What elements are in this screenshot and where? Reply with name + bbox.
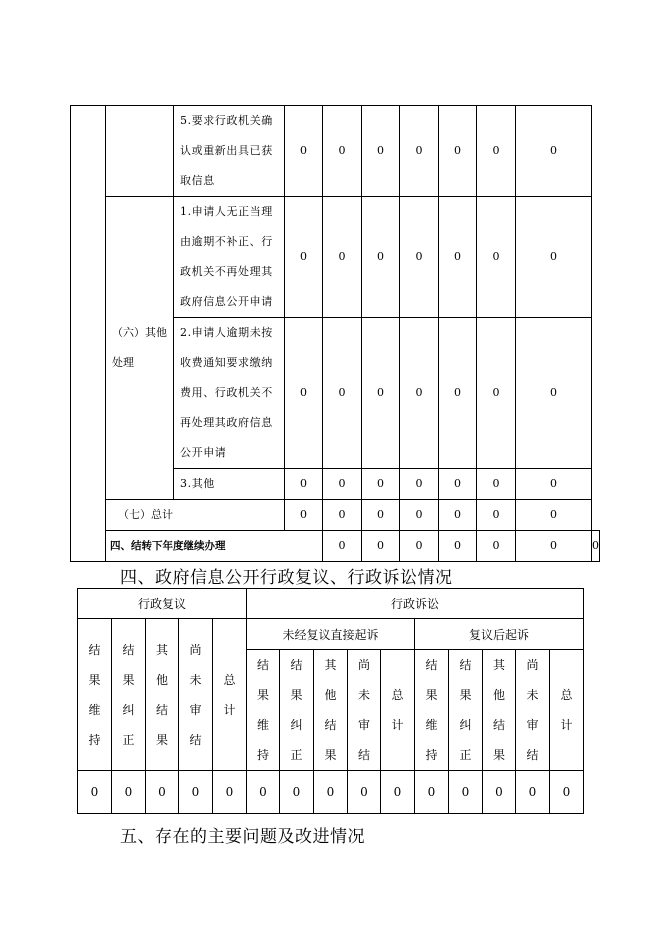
row-item-label: 5.要求行政机关确认或重新出具已获取信息 xyxy=(174,106,285,197)
value-cell: 0 xyxy=(439,318,477,469)
value-cell: 0 xyxy=(516,469,592,500)
after-review-header: 复议后起诉 xyxy=(415,619,584,650)
value-cell: 0 xyxy=(439,106,477,197)
direct-col-header: 结果纠正 xyxy=(280,650,314,771)
after-col-header: 其他结果 xyxy=(483,650,516,771)
review-col-header: 总计 xyxy=(213,619,247,771)
value-cell: 0 xyxy=(516,771,550,814)
value-cell: 0 xyxy=(592,531,600,562)
section-4-title: 四、政府信息公开行政复议、行政诉讼情况 xyxy=(120,568,453,588)
direct-col-header: 其他结果 xyxy=(314,650,348,771)
value-cell: 0 xyxy=(323,197,362,318)
value-cell: 0 xyxy=(415,771,449,814)
value-cell: 0 xyxy=(439,500,477,531)
value-cell: 0 xyxy=(362,318,400,469)
section-5-title: 五、存在的主要问题及改进情况 xyxy=(120,827,365,847)
value-cell: 0 xyxy=(400,531,439,562)
value-cell: 0 xyxy=(179,771,213,814)
row-item-label: 2.申请人逾期未按收费通知要求缴纳费用、行政机关不再处理其政府信息公开申请 xyxy=(174,318,285,469)
review-col-header: 尚未审结 xyxy=(179,619,213,771)
value-cell: 0 xyxy=(362,106,400,197)
row-item-label: 1.申请人无正当理由逾期不补正、行政机关不再处理其政府信息公开申请 xyxy=(174,197,285,318)
value-cell: 0 xyxy=(381,771,415,814)
value-cell: 0 xyxy=(439,197,477,318)
value-cell: 0 xyxy=(516,318,592,469)
value-cell: 0 xyxy=(285,500,323,531)
review-litigation-table xyxy=(77,588,584,814)
after-col-header: 结果维持 xyxy=(415,650,449,771)
outer-category-cell xyxy=(71,106,106,562)
value-cell: 0 xyxy=(477,318,516,469)
value-cell: 0 xyxy=(477,531,516,562)
value-cell: 0 xyxy=(400,318,439,469)
after-col-header: 结果纠正 xyxy=(449,650,483,771)
value-cell: 0 xyxy=(213,771,247,814)
value-cell: 0 xyxy=(362,469,400,500)
value-cell: 0 xyxy=(400,197,439,318)
value-cell: 0 xyxy=(477,197,516,318)
after-col-header: 尚未审结 xyxy=(516,650,550,771)
value-cell: 0 xyxy=(362,531,400,562)
review-col-header: 结果维持 xyxy=(78,619,112,771)
admin-litigation-header: 行政诉讼 xyxy=(247,589,584,619)
after-col-header: 总计 xyxy=(550,650,584,771)
value-cell: 0 xyxy=(477,469,516,500)
value-cell: 0 xyxy=(362,500,400,531)
value-cell: 0 xyxy=(439,469,477,500)
direct-col-header: 总计 xyxy=(381,650,415,771)
value-cell: 0 xyxy=(449,771,483,814)
direct-suit-header: 未经复议直接起诉 xyxy=(247,619,415,650)
value-cell: 0 xyxy=(285,197,323,318)
value-cell: 0 xyxy=(362,197,400,318)
value-cell: 0 xyxy=(516,106,592,197)
value-cell: 0 xyxy=(314,771,348,814)
value-cell: 0 xyxy=(323,318,362,469)
value-cell: 0 xyxy=(323,500,362,531)
value-cell: 0 xyxy=(285,106,323,197)
value-cell: 0 xyxy=(516,531,592,562)
value-cell: 0 xyxy=(323,531,362,562)
value-cell: 0 xyxy=(483,771,516,814)
review-col-header: 结果纠正 xyxy=(112,619,146,771)
value-cell: 0 xyxy=(348,771,381,814)
value-cell: 0 xyxy=(439,531,477,562)
direct-col-header: 尚未审结 xyxy=(348,650,381,771)
category-other-handling: （六）其他处理 xyxy=(106,197,174,500)
value-cell: 0 xyxy=(516,197,592,318)
value-cell: 0 xyxy=(146,771,179,814)
value-cell: 0 xyxy=(400,500,439,531)
value-cell: 0 xyxy=(477,106,516,197)
carryover-label: 四、结转下年度继续办理 xyxy=(106,531,323,562)
value-cell: 0 xyxy=(78,771,112,814)
value-cell: 0 xyxy=(477,500,516,531)
value-cell: 0 xyxy=(285,318,323,469)
value-cell: 0 xyxy=(323,106,362,197)
category-cell-blank xyxy=(106,106,174,197)
value-cell: 0 xyxy=(285,469,323,500)
value-cell: 0 xyxy=(516,500,592,531)
value-cell: 0 xyxy=(280,771,314,814)
total-label: （七）总计 xyxy=(106,500,285,531)
value-cell: 0 xyxy=(247,771,280,814)
value-cell: 0 xyxy=(550,771,584,814)
admin-review-header: 行政复议 xyxy=(78,589,247,619)
value-cell: 0 xyxy=(323,469,362,500)
value-cell: 0 xyxy=(400,106,439,197)
value-cell: 0 xyxy=(400,469,439,500)
row-item-label: 3.其他 xyxy=(174,469,285,500)
direct-col-header: 结果维持 xyxy=(247,650,280,771)
value-cell: 0 xyxy=(112,771,146,814)
application-handling-table xyxy=(70,105,600,562)
review-col-header: 其他结果 xyxy=(146,619,179,771)
